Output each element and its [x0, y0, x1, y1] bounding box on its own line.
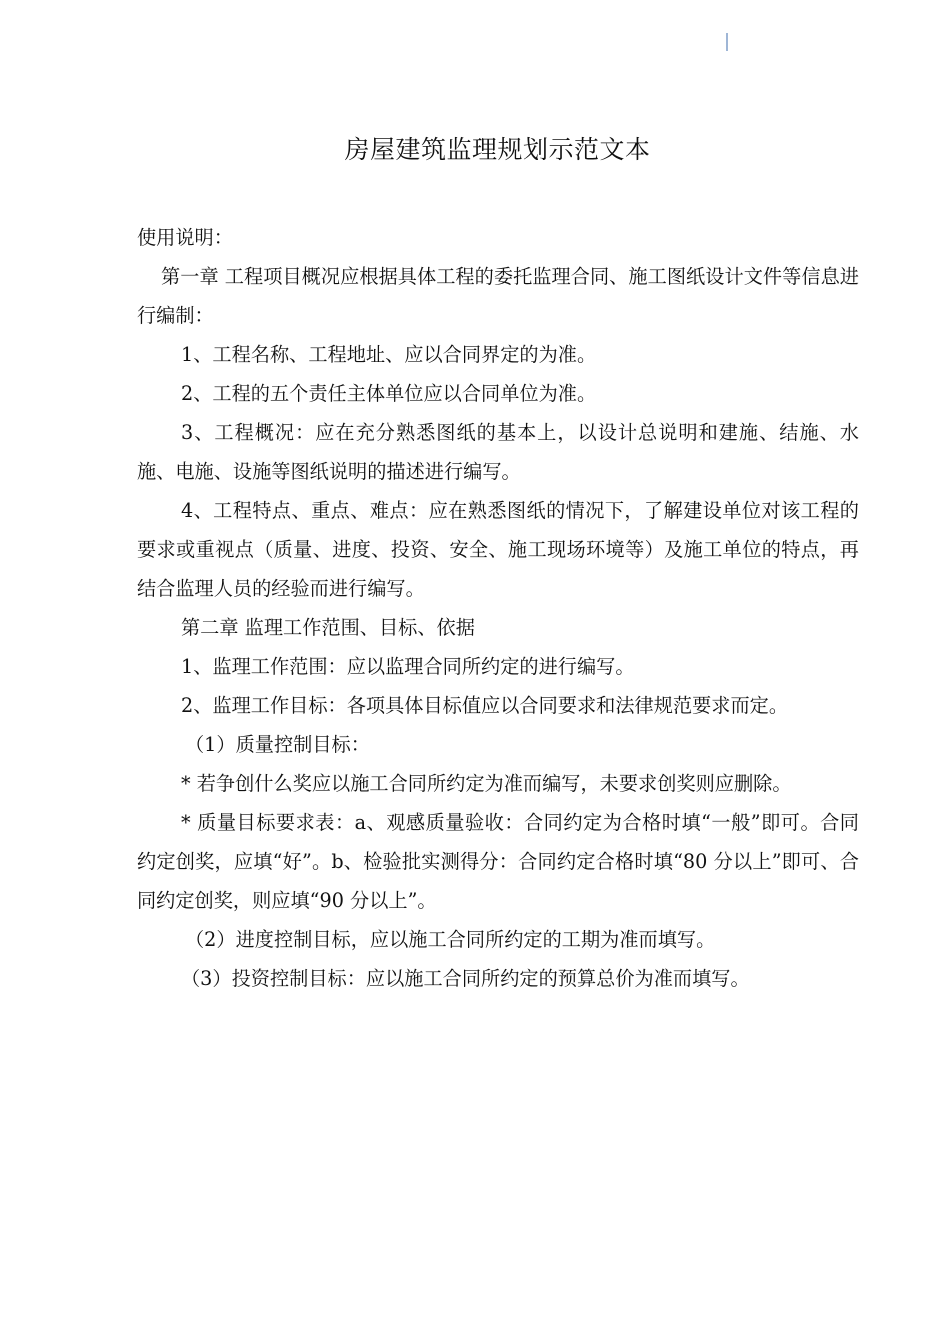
item-project-name: 1、工程名称、工程地址、应以合同界定的为准。 — [181, 343, 597, 366]
item-schedule-goal: （2）进度控制目标，应以施工合同所约定的工期为准而填写。 — [185, 928, 716, 951]
note-quality-table: * 质量目标要求表：a、观感质量验收：合同约定为合格时填“一般”即可。合同约定创奖，应填“好”。b、检验批实测得分：合同约定合格时填“80 分以上”即可、合同约定创奖，则应填“90 分以上”。 — [137, 811, 859, 912]
chapter-one-paragraph: 第一章 工程项目概况应根据具体工程的委托监理合同、施工图纸设计文件等信息进行编制： — [137, 265, 859, 327]
document-body — [137, 218, 859, 998]
item-quality-goal: （1）质量控制目标： — [185, 733, 370, 756]
usage-heading: 使用说明： — [137, 226, 233, 249]
item-responsible-units: 2、工程的五个责任主体单位应以合同单位为准。 — [181, 382, 597, 405]
document-title: 房屋建筑监理规划示范文本 — [344, 135, 651, 164]
item-work-scope: 1、监理工作范围：应以监理合同所约定的进行编写。 — [181, 655, 635, 678]
item-project-overview: 3、工程概况：应在充分熟悉图纸的基本上，以设计总说明和建施、结施、水施、电施、设施等图纸说明的描述进行编写。 — [137, 421, 859, 483]
note-award: * 若争创什么奖应以施工合同所约定为准而编写，未要求创奖则应删除。 — [181, 772, 792, 795]
text-cursor-marker — [726, 33, 728, 51]
item-work-goals: 2、监理工作目标：各项具体目标值应以合同要求和法律规范要求而定。 — [181, 694, 789, 717]
item-investment-goal: （3）投资控制目标：应以施工合同所约定的预算总价为准而填写。 — [181, 967, 750, 990]
chapter-two-heading: 第二章 监理工作范围、目标、依据 — [181, 616, 475, 639]
item-project-features: 4、工程特点、重点、难点：应在熟悉图纸的情况下，了解建设单位对该工程的要求或重视点（质量、进度、投资、安全、施工现场环境等）及施工单位的特点，再结合监理人员的经验而进行编写。 — [137, 499, 859, 600]
